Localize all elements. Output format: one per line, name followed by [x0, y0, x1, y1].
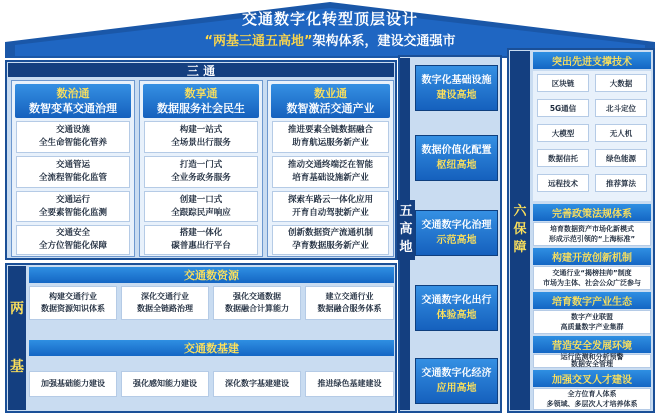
tech-item: 5G通信 — [537, 99, 589, 117]
column-header: 数享通 数据服务社会民生 — [143, 84, 259, 118]
talent-header: 加强交叉人才建设 — [533, 370, 651, 387]
resource-item: 构建交通行业 数据资源知识体系 — [29, 286, 117, 320]
infra-header: 交通数基建 — [29, 340, 394, 356]
infra-item: 加强基础能力建设 — [29, 371, 117, 397]
list-item: 探索车路云一体化应用 开育自动驾驶新产业 — [272, 191, 389, 222]
list-item: 交通设施 全生命智能化管养 — [16, 121, 130, 153]
column-header: 数业通 数智激活交通产业 — [271, 84, 390, 118]
page-title: 交通数字化转型顶层设计 — [241, 10, 418, 28]
security-header: 营造安全发展环境 — [533, 336, 651, 353]
gaodi-item: 交通数字化治理 示范高地 — [415, 210, 498, 256]
industry-text: 数字产业联盟 高质量数字产业集群 — [533, 310, 651, 334]
resource-item: 强化交通数据 数据融合计算能力 — [213, 286, 301, 320]
page-subtitle — [0, 30, 660, 49]
gaodi-item: 数字化基础设施 建设高地 — [415, 65, 498, 111]
list-item: 推动交通终端泛在智能 培育基础设施新产业 — [272, 156, 389, 188]
gaodi-item: 交通数字化经济 应用高地 — [415, 358, 498, 404]
santong-column — [11, 80, 135, 257]
gaodi-item: 数据价值化配置 枢纽高地 — [415, 135, 498, 181]
list-item: 交通安全 全方位智能化保障 — [16, 225, 130, 255]
wugaodi-label-text: 五 高 地 — [397, 200, 415, 260]
list-item: 创建一口式 全跟踪民声响应 — [144, 191, 258, 222]
resource-header: 交通数资源 — [29, 267, 394, 283]
list-item: 打造一门式 全业务政务服务 — [144, 156, 258, 188]
santong-column — [267, 80, 394, 257]
tech-header: 突出先进支撑技术 — [533, 52, 651, 69]
santong-column — [139, 80, 263, 257]
santong-label: 三 通 — [8, 63, 394, 77]
list-item: 搭建一体化 碳普惠出行平台 — [144, 225, 258, 255]
resource-item: 深化交通行业 数据全链路治理 — [121, 286, 209, 320]
innovation-header: 构建开放创新机制 — [533, 248, 651, 265]
policy-text: 培育数据资产市场化新模式 形成示范引领的“上海标准” — [533, 222, 651, 246]
policy-header: 完善政策法规体系 — [533, 204, 651, 221]
column-header: 数治通 数智变革交通治理 — [15, 84, 131, 118]
infra-item: 推进绿色基建建设 — [305, 371, 394, 397]
tech-item: 绿色能源 — [595, 149, 647, 167]
liangji-label: 两 基 — [8, 266, 26, 410]
liubaozhang-label-text: 六 保 障 — [510, 200, 530, 260]
tech-item: 区块链 — [537, 74, 589, 92]
list-item: 创新数据资产流通机制 孕育数据服务新产业 — [272, 225, 389, 255]
infra-item: 深化数字基建建设 — [213, 371, 301, 397]
list-item: 推进要素全链数据融合 助育航运服务新产业 — [272, 121, 389, 153]
tech-item: 无人机 — [595, 124, 647, 142]
industry-header: 培育数字产业生态 — [533, 292, 651, 309]
gaodi-item: 交通数字化出行 体验高地 — [415, 285, 498, 331]
security-text: 运行监测和分析预警 数据安全管理 — [533, 354, 651, 368]
innovation-text: 交通行业“揭榜挂帅”制度 市场为主体、社会公众广泛参与 — [533, 266, 651, 290]
tech-item: 推荐算法 — [595, 174, 647, 192]
tech-item: 数据信托 — [537, 149, 589, 167]
tech-item: 大模型 — [537, 124, 589, 142]
resource-item: 建立交通行业 数据融合服务体系 — [305, 286, 394, 320]
list-item: 构建一站式 全场景出行服务 — [144, 121, 258, 153]
tech-item: 远程技术 — [537, 174, 589, 192]
list-item: 交通管运 全流程智能化监管 — [16, 156, 130, 188]
tech-item: 大数据 — [595, 74, 647, 92]
infra-item: 强化感知能力建设 — [121, 371, 209, 397]
tech-item: 北斗定位 — [595, 99, 647, 117]
talent-text: 全方位育人体系 多领域、多层次人才培养体系 — [533, 388, 651, 410]
subtitle-highlight: “两基三通五高地” — [204, 34, 313, 49]
subtitle-rest: 架构体系，建设交通强市 — [312, 34, 456, 49]
list-item: 交通运行 全要素智能化监测 — [16, 191, 130, 222]
